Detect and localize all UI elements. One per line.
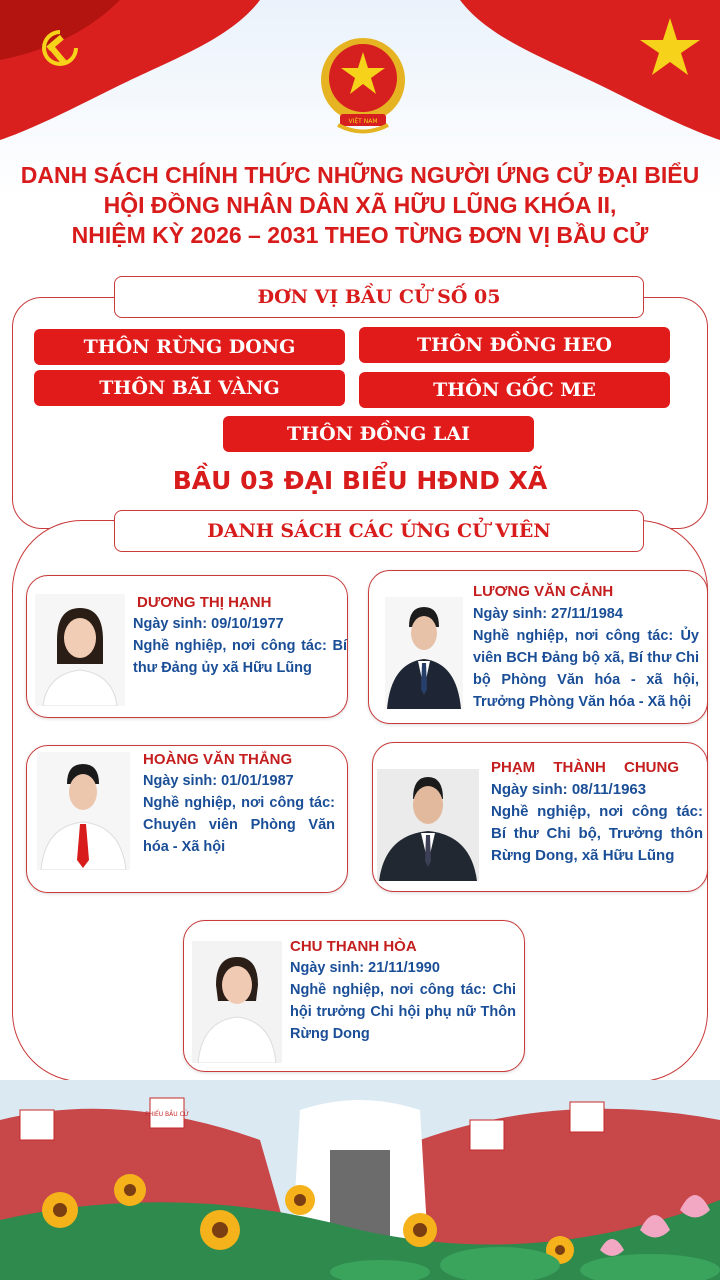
candidate-occupation: Nghề nghiệp, nơi công tác: Chi hội trưởng Chi hội phụ nữ Thôn Rừng Dong xyxy=(290,982,516,1042)
title-line-2: HỘI ĐỒNG NHÂN DÂN XÃ HỮU LŨNG KHÓA II, xyxy=(103,192,617,218)
candidate-name: PHẠM THÀNH CHUNG xyxy=(491,759,679,776)
decorative-artwork xyxy=(0,1080,720,1280)
title-line-3: NHIỆM KỲ 2026 – 2031 THEO TỪNG ĐƠN VỊ BẦU CỬ xyxy=(71,222,649,248)
candidate-occupation: Nghề nghiệp, nơi công tác: Bí thư Đảng ủy xã Hữu Lũng xyxy=(133,638,347,676)
village-label: THÔN RỪNG DONG xyxy=(34,329,345,365)
village-label: THÔN BÃI VÀNG xyxy=(34,370,345,406)
candidate-details xyxy=(143,770,335,858)
candidate-photo xyxy=(192,941,282,1063)
candidate-name: DƯƠNG THỊ HẠNH xyxy=(137,594,272,611)
candidate-details xyxy=(133,613,347,679)
candidate-photo xyxy=(37,752,130,870)
title-line-1: DANH SÁCH CHÍNH THỨC NHỮNG NGƯỜI ỨNG CỬ ĐẠI BIỂU xyxy=(20,162,700,188)
candidate-details xyxy=(491,779,703,867)
candidate-name: CHU THANH HÒA xyxy=(290,938,417,955)
candidate-photo xyxy=(385,597,463,709)
candidate-occupation: Nghề nghiệp, nơi công tác: Chuyên viên Phòng Văn hóa - Xã hội xyxy=(143,795,335,855)
candidate-name: HOÀNG VĂN THẮNG xyxy=(143,751,293,768)
candidate-dob: Ngày sinh: 09/10/1977 xyxy=(133,616,284,632)
page-title xyxy=(0,160,720,250)
candidate-card xyxy=(368,570,708,724)
national-flag xyxy=(420,0,720,140)
village-label: THÔN ĐỒNG HEO xyxy=(359,327,670,363)
candidate-occupation: Nghề nghiệp, nơi công tác: Ủy viên BCH Đảng bộ xã, Bí thư Chi bộ Phòng Văn hóa - xã hội, Trưởng Phòng Văn hóa - Xã hội xyxy=(473,628,699,710)
candidate-details xyxy=(290,957,516,1045)
candidate-dob: Ngày sinh: 21/11/1990 xyxy=(290,960,440,976)
candidate-dob: Ngày sinh: 01/01/1987 xyxy=(143,773,294,789)
candidate-details xyxy=(473,603,699,721)
candidate-card xyxy=(26,745,348,893)
candidate-dob: Ngày sinh: 08/11/1963 xyxy=(491,781,647,798)
candidate-name: LƯƠNG VĂN CẢNH xyxy=(473,583,614,600)
candidate-dob: Ngày sinh: 27/11/1984 xyxy=(473,606,623,622)
candidates-title: DANH SÁCH CÁC ỨNG CỬ VIÊN xyxy=(114,510,644,552)
candidate-card xyxy=(183,920,525,1072)
candidate-photo xyxy=(35,594,125,706)
emblem-label: VIỆT NAM xyxy=(348,118,378,125)
electoral-unit-title: ĐƠN VỊ BẦU CỬ SỐ 05 xyxy=(114,276,644,318)
seat-count: BẦU 03 ĐẠI BIỂU HĐND XÃ xyxy=(172,466,548,495)
national-emblem xyxy=(318,30,408,140)
candidate-occupation: Nghề nghiệp, nơi công tác: Bí thư Chi bộ, Trưởng thôn Rừng Dong, xã Hữu Lũng xyxy=(491,803,703,864)
party-flag xyxy=(0,0,300,140)
ballot-label: PHIẾU BẦU CỬ xyxy=(145,1111,189,1118)
candidate-card xyxy=(26,575,348,718)
village-label: THÔN ĐỒNG LAI xyxy=(223,416,534,452)
village-label: THÔN GỐC ME xyxy=(359,372,670,408)
candidate-card xyxy=(372,742,708,892)
candidate-photo xyxy=(377,769,479,881)
